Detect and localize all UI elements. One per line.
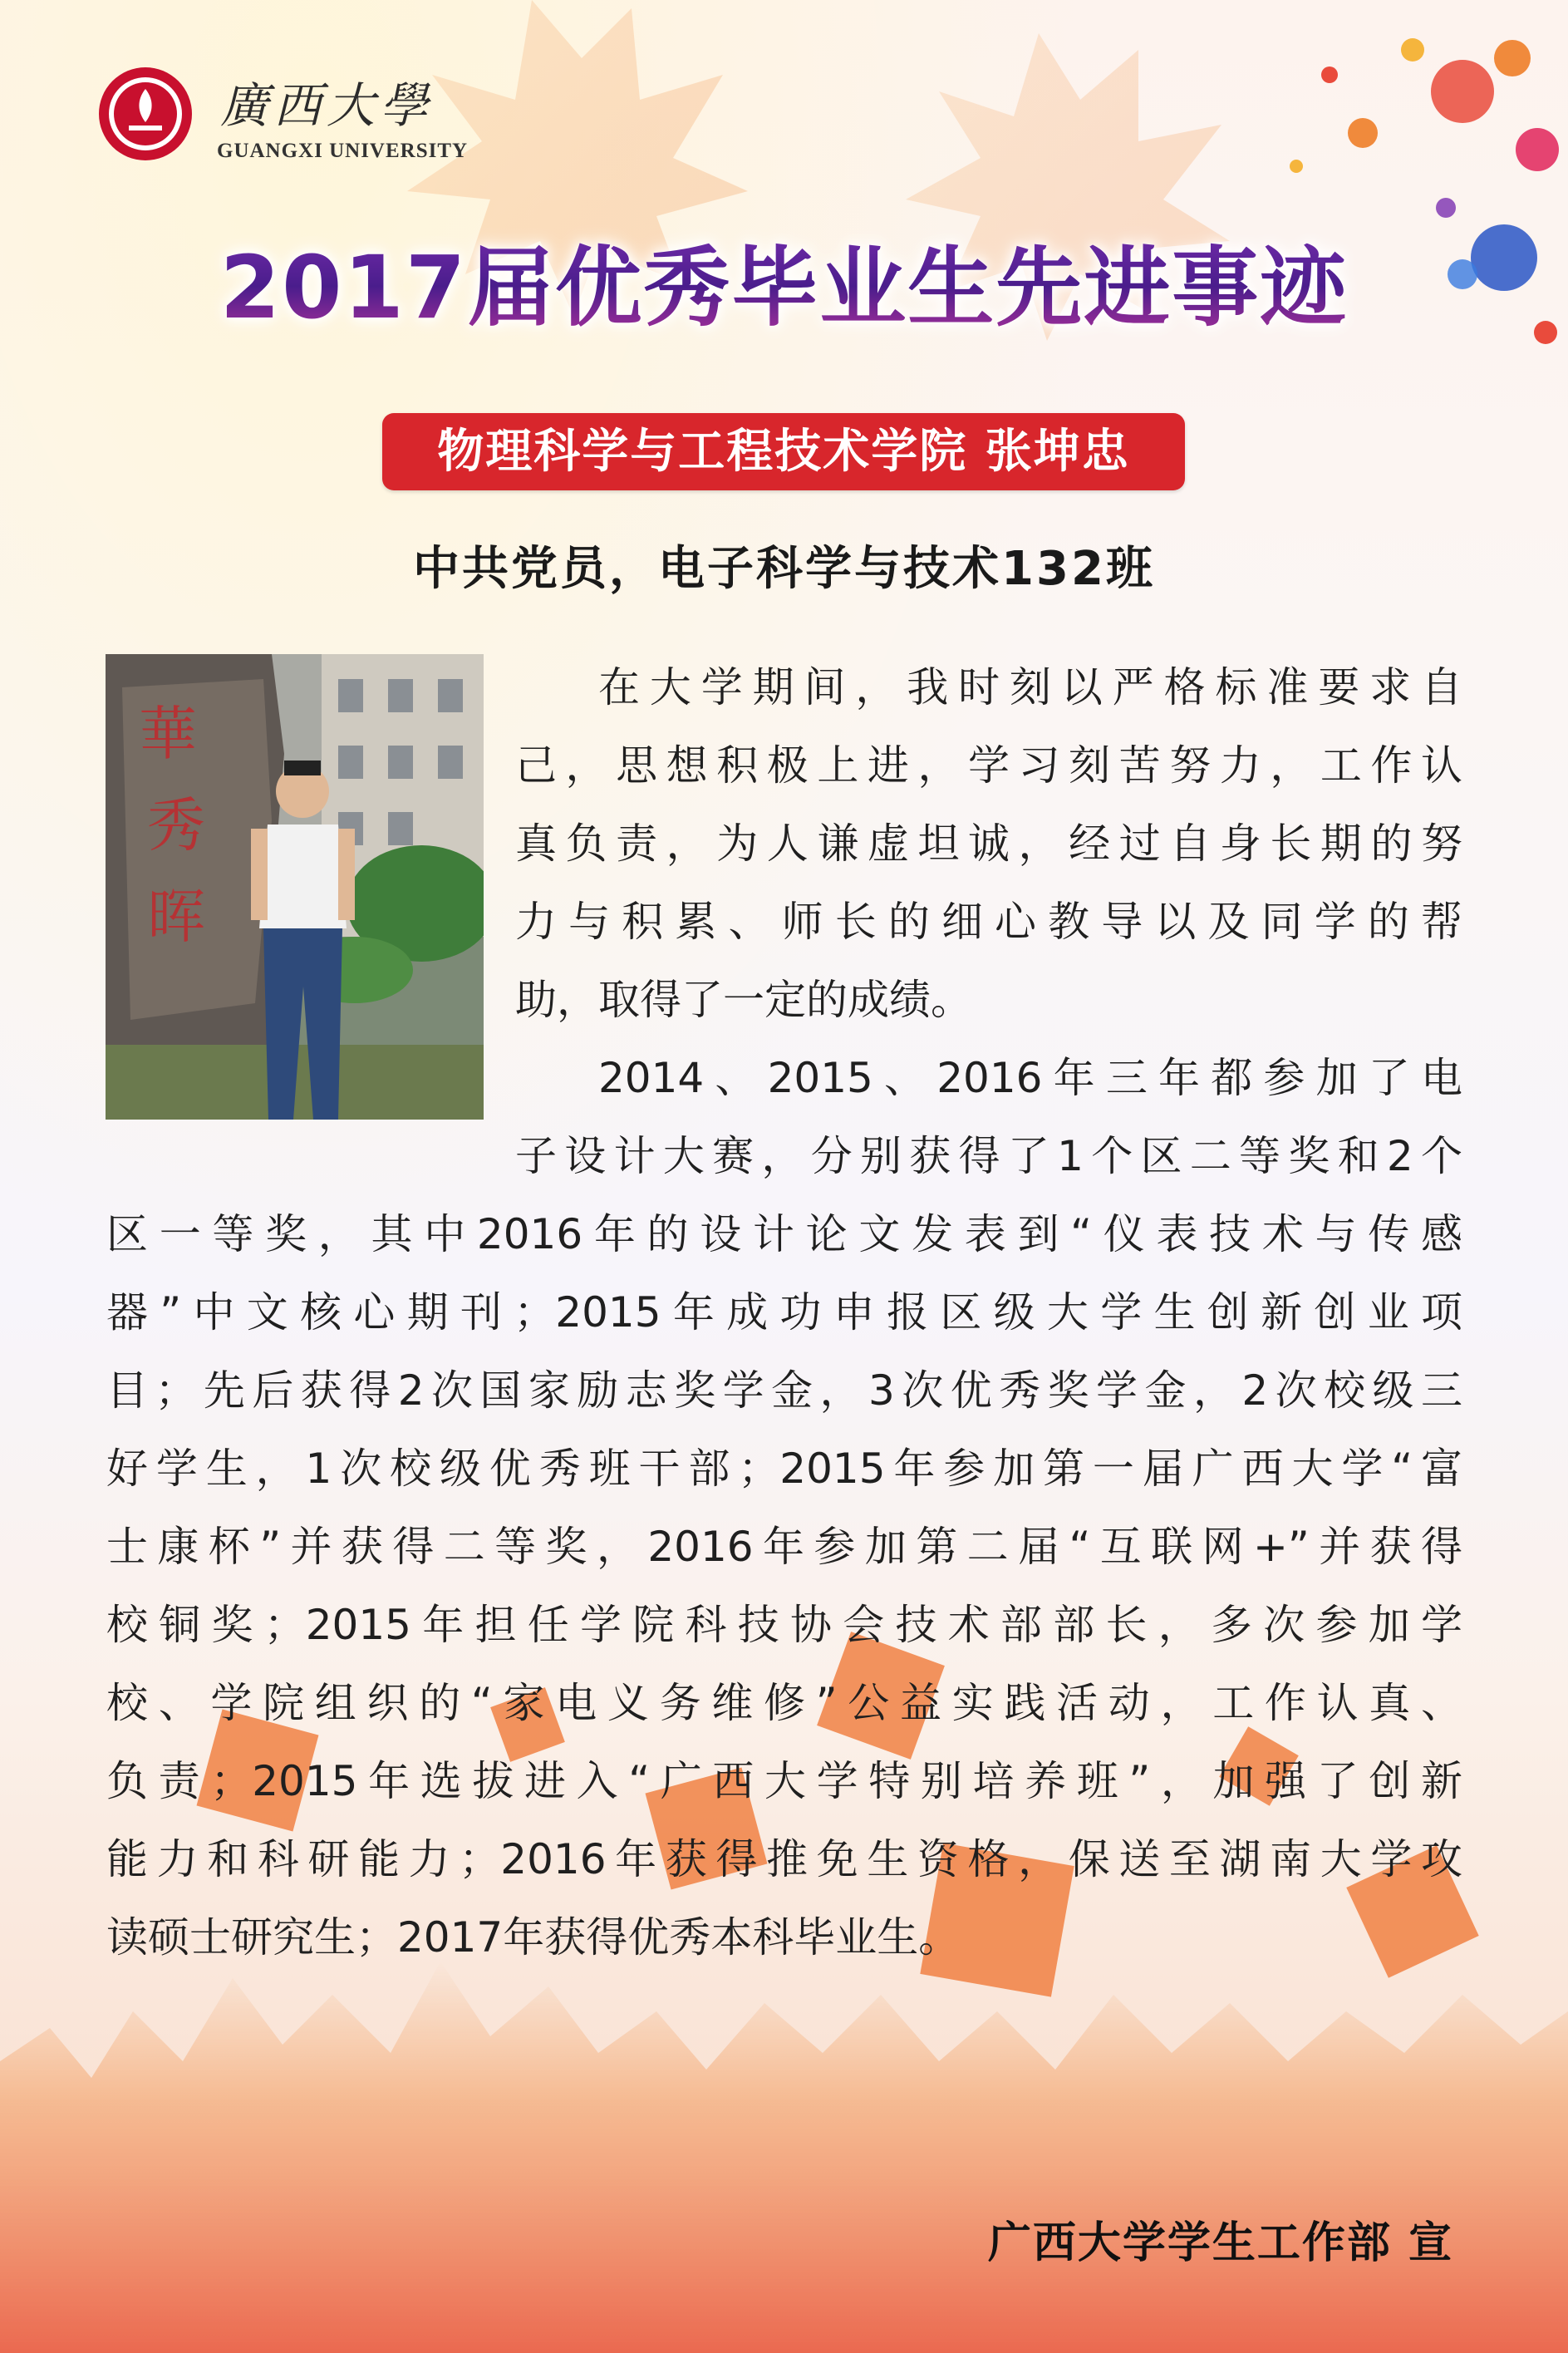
svg-text:華: 華 bbox=[139, 700, 197, 768]
text-line: 校、学院组织的“家电义务维修”公益实践活动，工作认真、 bbox=[106, 1679, 1462, 1727]
text-line: 负责；2015年选拔进入“广西大学特别培养班”，加强了创新 bbox=[106, 1757, 1462, 1805]
svg-text:秀: 秀 bbox=[147, 791, 205, 859]
text-line: 助，取得了一定的成绩。 bbox=[515, 976, 972, 1024]
issuer-signature: 广西大学学生工作部 宣 bbox=[987, 2218, 1453, 2268]
page-title: 2017届优秀毕业生先进事迹 bbox=[0, 218, 1568, 342]
student-subtitle: 中共党员，电子科学与技术132班 bbox=[413, 542, 1155, 596]
text-line: 好学生，1次校级优秀班干部；2015年参加第一届广西大学“富 bbox=[106, 1445, 1462, 1493]
text-line: 力与积累、师长的细心教导以及同学的帮 bbox=[515, 898, 1462, 946]
text-line: 目；先后获得2次国家励志奖学金，3次优秀奖学金，2次校级三 bbox=[106, 1366, 1462, 1415]
university-logo bbox=[96, 60, 469, 168]
achievement-text bbox=[106, 648, 1462, 1976]
text-line: 己，思想积极上进，学习刻苦努力，工作认 bbox=[515, 741, 1462, 790]
college-name-banner: 物理科学与工程技术学院 张坤忠 bbox=[382, 413, 1185, 490]
university-name-cn: 廣西大學 bbox=[220, 77, 434, 134]
text-line: 能力和科研能力；2016年获得推免生资格，保送至湖南大学攻 bbox=[106, 1835, 1462, 1883]
text-line: 器”中文核心期刊；2015年成功申报区级大学生创新创业项 bbox=[106, 1288, 1462, 1336]
text-line: 士康杯”并获得二等奖，2016年参加第二届“互联网+”并获得 bbox=[106, 1523, 1462, 1571]
svg-text:晖: 晖 bbox=[147, 883, 205, 951]
text-line: 读硕士研究生；2017年获得优秀本科毕业生。 bbox=[106, 1913, 961, 1962]
text-line: 在大学期间，我时刻以严格标准要求自 bbox=[598, 663, 1462, 711]
text-line: 真负责，为人谦虚坦诚，经过自身长期的努 bbox=[515, 820, 1462, 868]
university-name-en: GUANGXI UNIVERSITY bbox=[217, 140, 469, 162]
text-line: 2014、2015、2016年三年都参加了电 bbox=[598, 1054, 1462, 1102]
university-seal-icon bbox=[96, 64, 195, 164]
text-line: 子设计大赛，分别获得了1个区二等奖和2个 bbox=[515, 1132, 1462, 1180]
text-line: 区一等奖，其中2016年的设计论文发表到“仪表技术与传感 bbox=[106, 1210, 1462, 1258]
text-line: 校铜奖；2015年担任学院科技协会技术部部长，多次参加学 bbox=[106, 1601, 1462, 1649]
